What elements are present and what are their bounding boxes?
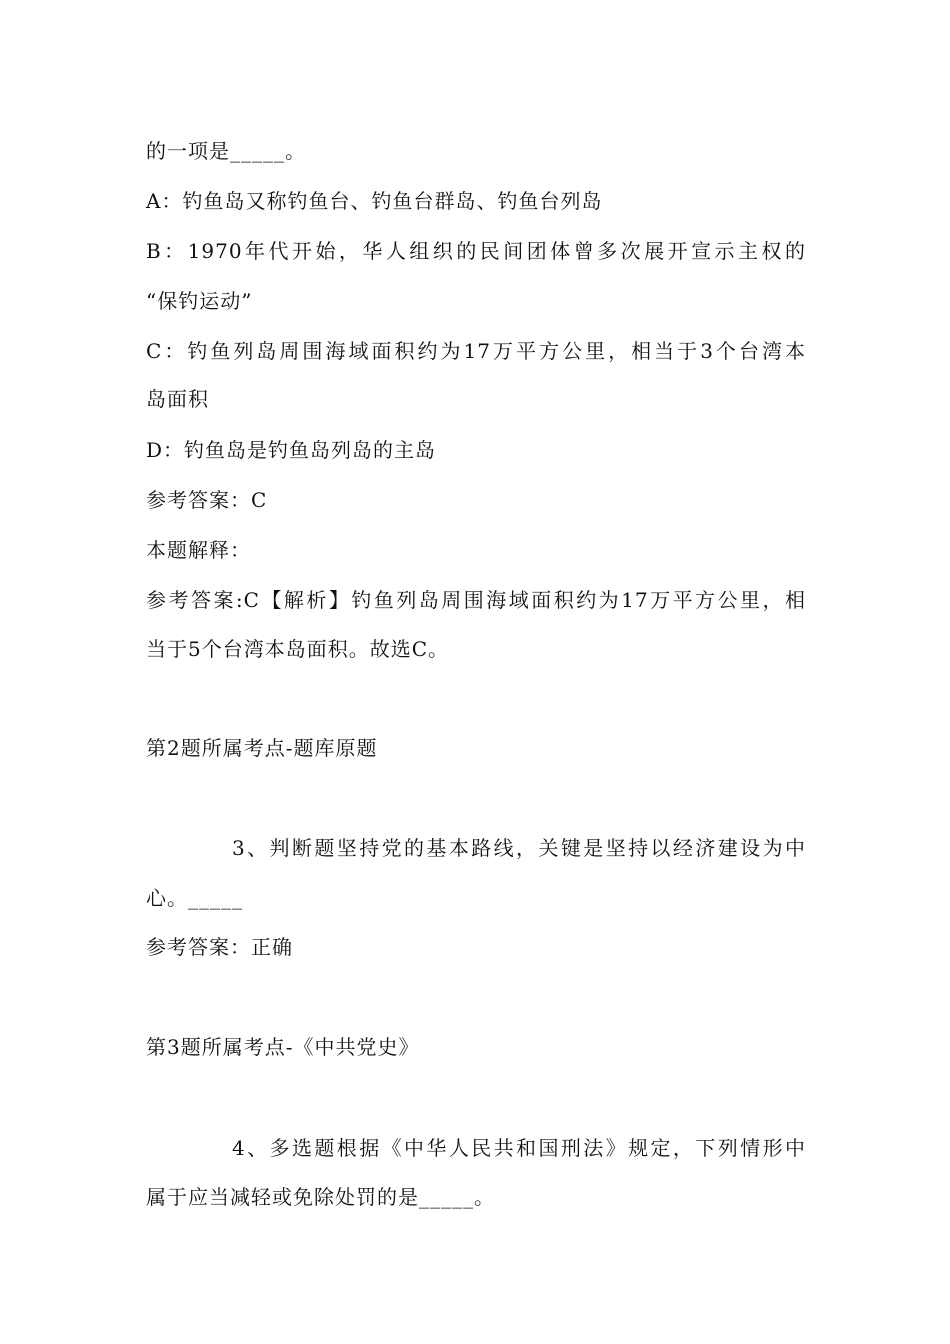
question-stem-tail: 的一项是_____。 <box>146 139 306 163</box>
option-d: D：钓鱼岛是钓鱼岛列岛的主岛 <box>146 438 437 462</box>
topic-q3: 第3题所属考点-《中共党史》 <box>146 1035 420 1059</box>
answer-q3: 参考答案：正确 <box>146 935 293 959</box>
option-c-line-2: 岛面积 <box>146 387 209 411</box>
option-c-line-1: C：钓鱼列岛周围海域面积约为17万平方公里，相当于3个台湾本 <box>146 339 806 363</box>
explanation-line-2: 当于5个台湾本岛面积。故选C。 <box>146 637 450 661</box>
question-4-stem-line-2: 属于应当减轻或免除处罚的是_____。 <box>146 1185 495 1209</box>
option-a: A：钓鱼岛又称钓鱼台、钓鱼台群岛、钓鱼台列岛 <box>146 189 603 213</box>
topic-q2: 第2题所属考点-题库原题 <box>146 736 378 760</box>
explanation-line-1: 参考答案:C【解析】钓鱼列岛周围海域面积约为17万平方公里，相 <box>146 588 806 612</box>
question-3-stem-line-2: 心。_____ <box>146 886 243 910</box>
question-3-stem-line-1: 3、判断题坚持党的基本路线，关键是坚持以经济建设为中 <box>232 836 806 860</box>
answer-q2: 参考答案：C <box>146 488 268 512</box>
option-b-line-2: “保钓运动” <box>146 289 253 313</box>
question-4-stem-line-1: 4、多选题根据《中华人民共和国刑法》规定，下列情形中 <box>232 1136 806 1160</box>
option-b-line-1: B：1970年代开始，华人组织的民间团体曾多次展开宣示主权的 <box>146 239 806 263</box>
explanation-label: 本题解释： <box>146 538 251 562</box>
